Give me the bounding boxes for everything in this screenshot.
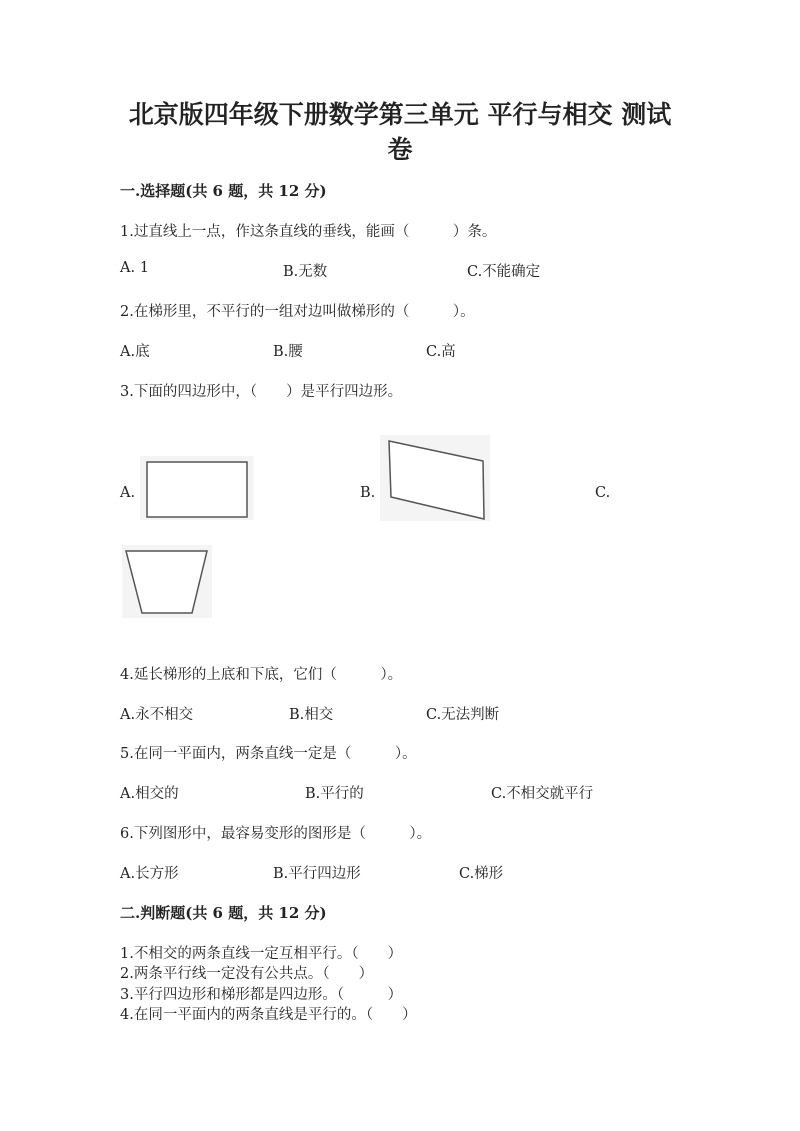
judgement-item-2: 2.两条平行线一定没有公共点。（ ） <box>120 966 374 982</box>
q6-option-b: B.平行四边形 <box>273 866 361 882</box>
q2-option-a: A.底 <box>120 344 150 360</box>
q5-option-b: B.平行的 <box>305 786 364 802</box>
q4-option-b: B.相交 <box>289 707 334 723</box>
q3-option-a: A. <box>120 485 136 501</box>
q5-option-a: A.相交的 <box>120 786 179 802</box>
q6-option-c: C.梯形 <box>459 866 504 882</box>
question-4: 4.延长梯形的上底和下底，它们（ ）。 <box>120 667 403 683</box>
q6-option-a: A.长方形 <box>120 866 179 882</box>
section-heading-choice: 一.选择题(共 6 题，共 12 分) <box>120 182 327 200</box>
question-3: 3.下面的四边形中，（ ）是平行四边形。 <box>120 384 403 400</box>
page-title-line1: 北京版四年级下册数学第三单元 平行与相交 测试 <box>128 100 672 129</box>
judgement-item-4: 4.在同一平面内的两条直线是平行的。（ ） <box>120 1007 417 1023</box>
q2-option-b: B.腰 <box>273 344 303 360</box>
question-1: 1.过直线上一点，作这条直线的垂线，能画（ ）条。 <box>120 224 497 240</box>
judgement-item-3: 3.平行四边形和梯形都是四边形。（ ） <box>120 987 403 1003</box>
section-heading-judgement: 二.判断题(共 6 题，共 12 分) <box>120 904 327 922</box>
q1-option-c: C.不能确定 <box>467 264 541 280</box>
q3-option-c: C. <box>595 485 611 501</box>
parallelogram-figure <box>380 435 490 521</box>
q3-option-b: B. <box>360 485 376 501</box>
q4-option-a: A.永不相交 <box>120 707 194 723</box>
question-2: 2.在梯形里，不平行的一组对边叫做梯形的（ ）。 <box>120 304 475 320</box>
rectangle-figure <box>140 456 254 520</box>
question-6: 6.下列图形中，最容易变形的图形是（ ）。 <box>120 826 432 842</box>
q1-option-a: A. 1 <box>120 260 149 276</box>
q5-option-c: C.不相交就平行 <box>491 786 594 802</box>
trapezoid-figure <box>122 545 212 618</box>
page-title-line2: 卷 <box>387 135 413 164</box>
q2-option-c: C.高 <box>426 344 456 360</box>
q4-option-c: C.无法判断 <box>426 707 500 723</box>
q1-option-b: B.无数 <box>283 264 328 280</box>
question-5: 5.在同一平面内，两条直线一定是（ ）。 <box>120 746 417 762</box>
judgement-item-1: 1.不相交的两条直线一定互相平行。（ ） <box>120 946 403 962</box>
